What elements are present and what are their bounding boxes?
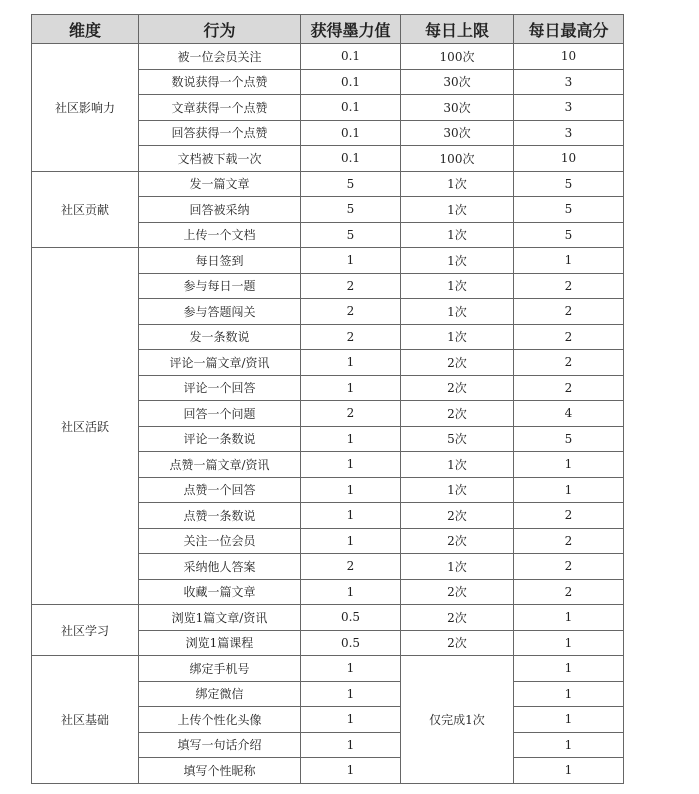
action-cell: 文章获得一个点赞: [139, 95, 301, 121]
action-cell: 数说获得一个点赞: [139, 69, 301, 95]
points-cell: 1: [301, 528, 401, 554]
action-cell: 文档被下载一次: [139, 146, 301, 172]
action-cell: 点赞一条数说: [139, 503, 301, 529]
action-cell: 绑定手机号: [139, 656, 301, 682]
table-row: [32, 44, 624, 70]
points-cell: 1: [301, 375, 401, 401]
dimension-cell: 社区活跃: [32, 248, 139, 605]
daily-limit-cell: 1次: [401, 197, 514, 223]
points-cell: 1: [301, 452, 401, 478]
action-cell: 评论一篇文章/资讯: [139, 350, 301, 376]
action-cell: 浏览1篇课程: [139, 630, 301, 656]
daily-max-cell: 1: [514, 452, 624, 478]
header-row: [32, 15, 624, 44]
daily-limit-cell: 1次: [401, 299, 514, 325]
action-cell: 填写个性昵称: [139, 758, 301, 784]
daily-limit-cell: 2次: [401, 375, 514, 401]
table-row: [32, 656, 624, 682]
points-cell: 0.5: [301, 630, 401, 656]
action-cell: 点赞一个回答: [139, 477, 301, 503]
daily-max-cell: 2: [514, 273, 624, 299]
daily-limit-cell: 100次: [401, 146, 514, 172]
dimension-cell: 社区影响力: [32, 44, 139, 172]
action-cell: 上传个性化头像: [139, 707, 301, 733]
daily-limit-cell: 1次: [401, 477, 514, 503]
action-cell: 填写一句话介绍: [139, 732, 301, 758]
daily-limit-cell: 1次: [401, 222, 514, 248]
points-cell: 1: [301, 248, 401, 274]
action-cell: 绑定微信: [139, 681, 301, 707]
header-action: 行为: [139, 15, 301, 44]
action-cell: 被一位会员关注: [139, 44, 301, 70]
daily-max-cell: 5: [514, 171, 624, 197]
daily-limit-cell: 2次: [401, 630, 514, 656]
points-cell: 2: [301, 554, 401, 580]
action-cell: 关注一位会员: [139, 528, 301, 554]
daily-max-cell: 1: [514, 605, 624, 631]
daily-max-cell: 3: [514, 95, 624, 121]
action-cell: 浏览1篇文章/资讯: [139, 605, 301, 631]
points-cell: 2: [301, 324, 401, 350]
action-cell: 收藏一篇文章: [139, 579, 301, 605]
action-cell: 每日签到: [139, 248, 301, 274]
daily-limit-cell: 1次: [401, 248, 514, 274]
points-cell: 0.1: [301, 95, 401, 121]
points-rules-table: [31, 14, 624, 784]
dimension-cell: 社区学习: [32, 605, 139, 656]
table-row: [32, 171, 624, 197]
daily-max-cell: 5: [514, 426, 624, 452]
points-cell: 2: [301, 401, 401, 427]
points-cell: 0.1: [301, 44, 401, 70]
dimension-cell: 社区贡献: [32, 171, 139, 248]
action-cell: 上传一个文档: [139, 222, 301, 248]
daily-max-cell: 2: [514, 299, 624, 325]
daily-max-cell: 2: [514, 554, 624, 580]
header-daily-limit: 每日上限: [401, 15, 514, 44]
daily-max-cell: 1: [514, 248, 624, 274]
points-cell: 0.1: [301, 69, 401, 95]
daily-limit-cell: 2次: [401, 605, 514, 631]
daily-max-cell: 3: [514, 120, 624, 146]
header-dimension: 维度: [32, 15, 139, 44]
action-cell: 回答获得一个点赞: [139, 120, 301, 146]
daily-max-cell: 5: [514, 222, 624, 248]
action-cell: 发一条数说: [139, 324, 301, 350]
table-row: [32, 248, 624, 274]
points-cell: 0.1: [301, 146, 401, 172]
action-cell: 点赞一篇文章/资讯: [139, 452, 301, 478]
daily-limit-cell: 100次: [401, 44, 514, 70]
daily-limit-cell: 30次: [401, 95, 514, 121]
daily-limit-cell: 2次: [401, 350, 514, 376]
daily-limit-cell: 1次: [401, 554, 514, 580]
daily-max-cell: 1: [514, 630, 624, 656]
header-daily-max: 每日最高分: [514, 15, 624, 44]
daily-max-cell: 4: [514, 401, 624, 427]
daily-limit-cell: 2次: [401, 528, 514, 554]
daily-max-cell: 1: [514, 681, 624, 707]
action-cell: 回答被采纳: [139, 197, 301, 223]
points-cell: 0.1: [301, 120, 401, 146]
daily-limit-cell: 1次: [401, 324, 514, 350]
daily-limit-cell: 1次: [401, 273, 514, 299]
points-cell: 1: [301, 503, 401, 529]
daily-max-cell: 5: [514, 197, 624, 223]
daily-max-cell: 10: [514, 146, 624, 172]
daily-max-cell: 1: [514, 707, 624, 733]
daily-limit-cell: 5次: [401, 426, 514, 452]
points-cell: 1: [301, 477, 401, 503]
daily-limit-cell: 1次: [401, 452, 514, 478]
action-cell: 评论一个回答: [139, 375, 301, 401]
daily-limit-cell: 2次: [401, 503, 514, 529]
action-cell: 回答一个问题: [139, 401, 301, 427]
dimension-cell: 社区基础: [32, 656, 139, 784]
points-cell: 1: [301, 656, 401, 682]
action-cell: 发一篇文章: [139, 171, 301, 197]
table-row: [32, 605, 624, 631]
daily-limit-cell: 30次: [401, 120, 514, 146]
daily-max-cell: 1: [514, 656, 624, 682]
daily-max-cell: 2: [514, 579, 624, 605]
points-cell: 2: [301, 273, 401, 299]
points-cell: 0.5: [301, 605, 401, 631]
action-cell: 参与答题闯关: [139, 299, 301, 325]
points-cell: 1: [301, 732, 401, 758]
daily-limit-cell: 2次: [401, 579, 514, 605]
daily-max-cell: 1: [514, 758, 624, 784]
table-body: [32, 44, 624, 784]
daily-max-cell: 1: [514, 477, 624, 503]
points-cell: 1: [301, 350, 401, 376]
points-cell: 2: [301, 299, 401, 325]
points-cell: 1: [301, 579, 401, 605]
daily-max-cell: 10: [514, 44, 624, 70]
points-cell: 5: [301, 171, 401, 197]
points-cell: 1: [301, 707, 401, 733]
daily-max-cell: 2: [514, 375, 624, 401]
daily-limit-cell: 1次: [401, 171, 514, 197]
daily-limit-cell: 仅完成1次: [401, 656, 514, 784]
points-cell: 5: [301, 197, 401, 223]
action-cell: 评论一条数说: [139, 426, 301, 452]
header-points: 获得墨力值: [301, 15, 401, 44]
action-cell: 采纳他人答案: [139, 554, 301, 580]
daily-max-cell: 3: [514, 69, 624, 95]
daily-max-cell: 2: [514, 503, 624, 529]
points-cell: 5: [301, 222, 401, 248]
points-cell: 1: [301, 426, 401, 452]
daily-max-cell: 2: [514, 324, 624, 350]
daily-max-cell: 2: [514, 350, 624, 376]
daily-max-cell: 1: [514, 732, 624, 758]
daily-limit-cell: 2次: [401, 401, 514, 427]
points-cell: 1: [301, 681, 401, 707]
daily-limit-cell: 30次: [401, 69, 514, 95]
daily-max-cell: 2: [514, 528, 624, 554]
action-cell: 参与每日一题: [139, 273, 301, 299]
points-cell: 1: [301, 758, 401, 784]
